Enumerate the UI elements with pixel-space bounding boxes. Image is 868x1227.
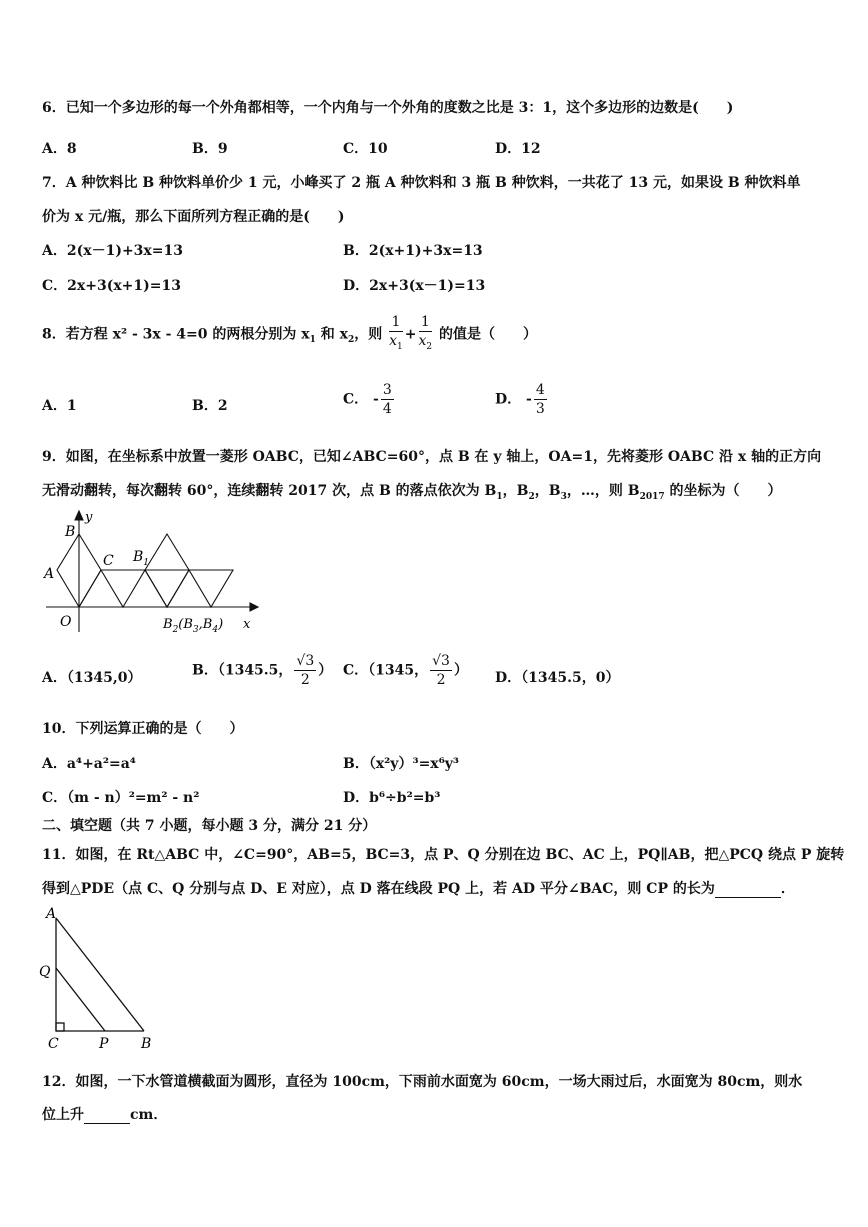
fraction-1-over-x1: $\frac{1}{x_1}$: [389, 314, 403, 352]
q12-answer-blank[interactable]: [84, 1109, 130, 1124]
section-heading: 二、填空题（共 7 小题，每小题 3 分，满分 21 分）: [42, 818, 377, 834]
y-axis-arrow-icon: [75, 511, 83, 520]
label-c: C: [48, 1036, 59, 1052]
q9-stem-line2: 无滑动翻转，每次翻转 60°，连续翻转 2017 次，点 B 的落点依次为 $B_1$，$B_2$，$B_3$，…，则 $B_{2017}$ 的坐标为（ ）: [42, 483, 782, 502]
q12-stem-line2: 位上升 cm．: [42, 1107, 168, 1123]
q7-option-c: C．2x+3(x+1)=13: [42, 278, 181, 294]
q10-option-b: B．（x²y）³=x⁶y³: [343, 756, 460, 772]
right-angle-mark: [56, 1023, 64, 1031]
q8-option-c: C． - $\frac{3}{4}$: [343, 382, 392, 417]
q6-option-b: B．9: [192, 141, 228, 157]
q10-option-c: C．（m - n）²=m² - n²: [42, 790, 200, 806]
q6-stem: 6．已知一个多边形的每一个外角都相等，一个内角与一个外角的度数之比是 3：1，这个多边形的边数是( ): [42, 100, 734, 116]
q9-rhombus-figure: [38, 508, 268, 640]
q10-stem: 10．下列运算正确的是（ ）: [42, 721, 244, 737]
q8-option-b: B．2: [192, 398, 228, 414]
q7-option-d: D．2x+3(x－1)=13: [343, 278, 486, 294]
q7-option-a: A．2(x－1)+3x=13: [42, 243, 183, 259]
side-ab: [56, 918, 144, 1031]
label-y: y: [85, 510, 93, 525]
q10-option-d: D．b⁶÷b²=b³: [343, 790, 441, 806]
q11-stem-line2: 得到△PDE（点 C、Q 分别与点 D、E 对应），点 D 落在线段 PQ 上，若 AD 平分∠BAC，则 CP 的长为 ．: [42, 881, 795, 897]
q6-option-d: D．12: [495, 141, 541, 157]
q10-option-a: A．a⁴+a²=a⁴: [42, 756, 136, 772]
q11-triangle-figure: [36, 906, 161, 1052]
q6-option-a: A．8: [42, 141, 77, 157]
label-x: x: [243, 617, 251, 632]
q9-option-a: A．（1345,0）: [42, 670, 142, 686]
x-axis-arrow-icon: [250, 603, 258, 611]
q11-answer-blank[interactable]: [715, 883, 781, 898]
q11-stem-line1: 11．如图，在 Rt△ABC 中，∠C=90°，AB=5，BC=3，点 P、Q 分别在边 BC、AC 上，PQ∥AB，把△PCQ 绕点 P 旋转: [42, 847, 845, 863]
q9-option-b: B．（1345.5， $\frac{√3}{2}$ ）: [192, 653, 333, 688]
label-b2-b3-b4: $B_2(B_3,B_4)$: [163, 617, 224, 635]
label-o: O: [60, 614, 72, 630]
flip-path: [101, 570, 233, 607]
label-p: P: [99, 1036, 109, 1052]
fraction-1-over-x2: $\frac{1}{x_2}$: [418, 314, 433, 352]
label-b: B: [141, 1036, 152, 1052]
label-a: A: [44, 566, 55, 582]
q6-option-c: C．10: [343, 141, 388, 157]
label-b: B: [65, 524, 76, 540]
q7-stem-line1: 7．A 种饮料比 B 种饮料单价少 1 元，小峰买了 2 瓶 A 种饮料和 3 瓶 B 种饮料，一共花了 13 元，如果设 B 种饮料单: [42, 175, 801, 191]
q8-option-d: D． - $\frac{4}{3}$: [495, 382, 545, 417]
q9-option-c: C．（1345， $\frac{√3}{2}$ ）: [343, 653, 468, 688]
q7-option-b: B．2(x+1)+3x=13: [343, 243, 483, 259]
q7-stem-line2: 价为 x 元/瓶，那么下面所列方程正确的是( ): [42, 209, 345, 225]
label-q: Q: [39, 964, 51, 980]
q12-stem-line1: 12．如图，一下水管道横截面为圆形，直径为 100cm，下雨前水面宽为 60cm，一场大雨过后，水面宽为 80cm，则水: [42, 1074, 803, 1090]
label-b1: $B_1$: [133, 549, 150, 568]
label-a: A: [46, 906, 57, 922]
q9-option-d: D．（1345.5，0）: [495, 670, 620, 686]
label-c: C: [103, 553, 114, 569]
q8-option-a: A．1: [42, 398, 77, 414]
q8-stem: 8．若方程 x² - 3x - 4=0 的两根分别为 $x_1$ 和 $x_2$，则 $\frac{1}{x_1}$ + $\frac{1}{x_2}$ 的值是（ ）: [42, 313, 537, 356]
segment-pq: [56, 968, 105, 1031]
q9-stem-line1: 9．如图，在坐标系中放置一菱形 OABC，已知∠ABC=60°，点 B 在 y 轴上，OA=1，先将菱形 OABC 沿 x 轴的正方向: [42, 449, 822, 465]
